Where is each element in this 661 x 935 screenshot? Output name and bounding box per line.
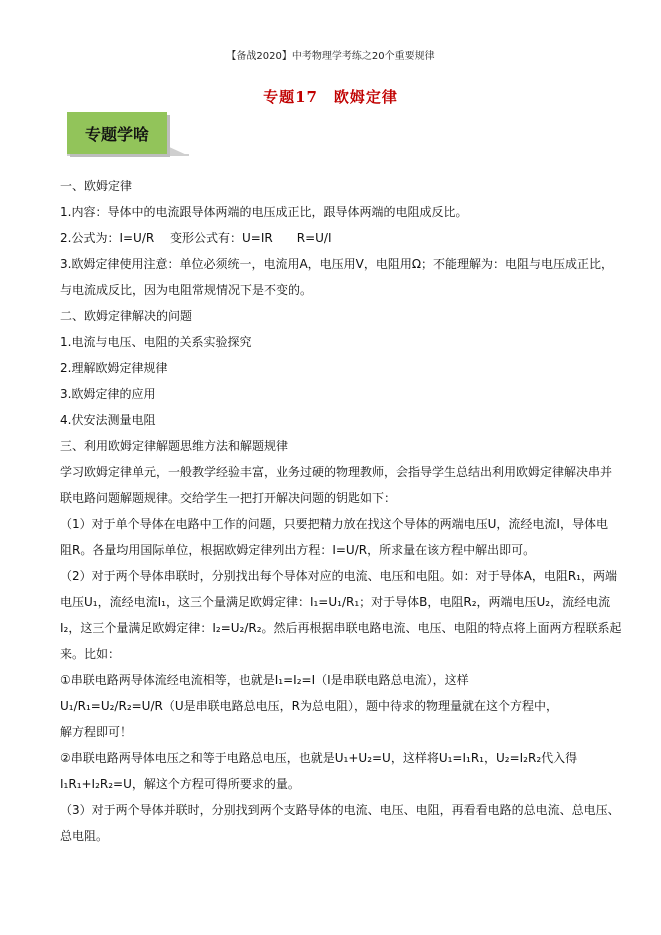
text-line: （1）对于单个导体在电路中工作的问题，只要把精力放在找这个导体的两端电压U，流经电流I，导体电	[60, 517, 608, 531]
text-line: 2.理解欧姆定律规律	[60, 361, 168, 375]
text-line: 解方程即可！	[60, 725, 133, 739]
badge-shadow	[167, 146, 189, 156]
page-header: 【备战2020】中考物理学考练之20个重要规律	[226, 51, 435, 62]
text-line: 学习欧姆定律单元，一般教学经验丰富，业务过硬的物理教师，会指导学生总结出利用欧姆定律解决串并	[60, 465, 613, 479]
text-line: 二、欧姆定律解决的问题	[60, 309, 193, 323]
text-line: U₁/R₁=U₂/R₂=U/R（U是串联电路总电压，R为总电阻），题中待求的物理量就在这个方程中，	[60, 699, 558, 713]
text-line: 2.公式为：I=U/R 变形公式有：U=IR R=U/I	[60, 231, 332, 245]
text-line: 1.电流与电压、电阻的关系实验探究	[60, 335, 252, 349]
section-badge	[67, 112, 189, 156]
text-line: 一、欧姆定律	[60, 179, 133, 193]
page-title: 专题17 欧姆定律	[263, 88, 398, 106]
text-line: （2）对于两个导体串联时，分别找出每个导体对应的电流、电压和电阻。如：对于导体A，电阻R₁，两端	[60, 569, 617, 583]
text-line: 3.欧姆定律使用注意：单位必须统一，电流用A，电压用V，电阻用Ω；不能理解为：电阻与电压成正比，	[60, 257, 614, 271]
text-line: 来。比如：	[60, 647, 121, 661]
text-line: ①串联电路两导体流经电流相等，也就是I₁=I₂=I（I是串联电路总电流），这样	[60, 673, 469, 687]
text-line: I₁R₁+I₂R₂=U，解这个方程可得所要求的量。	[60, 777, 300, 791]
text-line: 电压U₁，流经电流I₁，这三个量满足欧姆定律：I₁=U₁/R₁；对于导体B，电阻R₂，两端电压U₂，流经电流	[60, 595, 611, 609]
text-line: 1.内容：导体中的电流跟导体两端的电压成正比，跟导体两端的电阻成反比。	[60, 205, 468, 219]
badge-label: 专题学啥	[84, 125, 149, 144]
text-line: 3.欧姆定律的应用	[60, 387, 156, 401]
text-line: 联电路问题解题规律。交给学生一把打开解决问题的钥匙如下：	[60, 491, 397, 505]
text-line: 总电阻。	[60, 829, 109, 843]
text-line: 与电流成反比，因为电阻常规情况下是不变的。	[60, 283, 313, 297]
text-line: ②串联电路两导体电压之和等于电路总电压，也就是U₁+U₂=U，这样将U₁=I₁R₁，U₂=I₂R₂代入得	[60, 751, 578, 765]
text-line: 三、利用欧姆定律解题思维方法和解题规律	[60, 439, 289, 453]
document-body	[60, 173, 622, 849]
text-line: 阻R。各量均用国际单位，根据欧姆定律列出方程：I=U/R，所求量在该方程中解出即可。	[60, 543, 536, 557]
text-line: （3）对于两个导体并联时，分别找到两个支路导体的电流、电压、电阻，再看看电路的总电流、总电压、	[60, 803, 620, 817]
text-line: 4.伏安法测量电阻	[60, 413, 156, 427]
text-line: I₂，这三个量满足欧姆定律：I₂=U₂/R₂。然后再根据串联电路电流、电压、电阻的特点将上面两方程联系起	[60, 621, 622, 635]
